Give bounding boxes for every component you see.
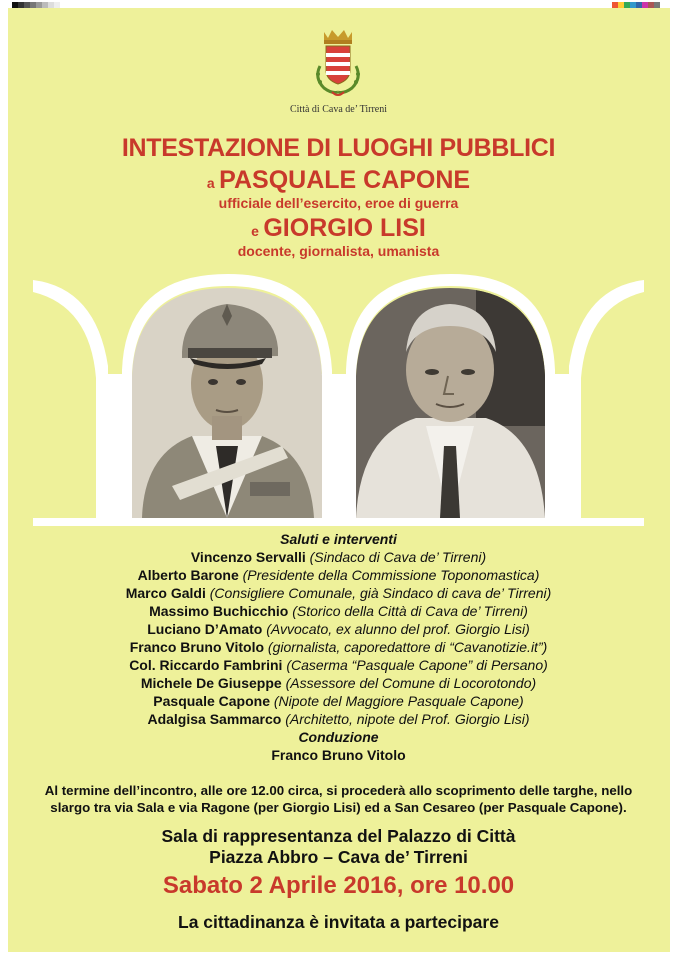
conductor-name: Franco Bruno Vitolo <box>271 747 406 763</box>
city-name: Città di Cava de’ Tirreni <box>289 104 388 115</box>
speaker-name: Luciano D’Amato <box>147 621 263 637</box>
honoree-2-name: GIORGIO LISI <box>263 214 426 242</box>
city-coat-of-arms-icon <box>310 26 366 102</box>
speaker-name: Marco Galdi <box>125 585 206 601</box>
speaker-name: Vincenzo Servalli <box>190 549 306 565</box>
honoree-1-heading <box>0 166 677 195</box>
honoree-1-description: ufficiale dell’esercito, eroe di guerra <box>218 195 459 211</box>
speaker-role: (Consigliere Comunale, già Sindaco di cava de’ Tirreni) <box>209 585 552 601</box>
speaker-name: Alberto Barone <box>137 567 239 583</box>
speaker-line <box>0 548 677 566</box>
speaker-role: (Presidente della Commissione Toponomastica) <box>242 567 540 583</box>
arch-colonnade <box>0 270 677 530</box>
speaker-line <box>0 692 677 710</box>
speaker-role: (Sindaco di Cava de’ Tirreni) <box>309 549 487 565</box>
speaker-name: Pasquale Capone <box>153 693 270 709</box>
event-date: Sabato 2 Aprile 2016, ore 10.00 <box>162 872 515 899</box>
invitation: La cittadinanza è invitata a partecipare <box>178 912 499 932</box>
speaker-name: Franco Bruno Vitolo <box>129 639 265 655</box>
portrait-giorgio-lisi <box>356 286 545 518</box>
speaker-line <box>0 620 677 638</box>
poster-title: INTESTAZIONE DI LUOGHI PUBBLICI <box>121 134 556 162</box>
speaker-line <box>0 710 677 728</box>
unveiling-notice <box>14 782 663 816</box>
speaker-role: (Assessore del Comune di Locorotondo) <box>285 675 537 691</box>
speaker-line <box>0 566 677 584</box>
speaker-role: (Architetto, nipote del Prof. Giorgio Lisi) <box>285 711 530 727</box>
conduction-heading: Conduzione <box>298 729 379 745</box>
venue-line-2: Piazza Abbro – Cava de’ Tirreni <box>209 847 468 867</box>
honoree-1-name: PASQUALE CAPONE <box>219 166 471 194</box>
honoree-2-heading <box>0 214 677 243</box>
portrait-pasquale-capone <box>132 286 322 518</box>
print-color-bar-left <box>12 2 60 8</box>
speaker-line <box>0 674 677 692</box>
notice-line-2: slargo tra via Sala e via Ragone (per Giorgio Lisi) ed a San Cesareo (per Pasquale Capone). <box>50 800 627 815</box>
speaker-name: Col. Riccardo Fambrini <box>129 657 283 673</box>
program-list <box>0 530 677 764</box>
notice-line-1: Al termine dell’incontro, alle ore 12.00 circa, si procederà allo scoprimento delle targhe, nello <box>44 783 633 798</box>
honoree-1-prefix: a <box>206 175 215 191</box>
program-heading: Saluti e interventi <box>280 531 397 547</box>
venue-line-1: Sala di rappresentanza del Palazzo di Città <box>161 826 516 846</box>
speaker-role: (Storico della Città di Cava de’ Tirreni) <box>292 603 528 619</box>
venue <box>0 826 677 868</box>
speaker-line <box>0 638 677 656</box>
honoree-2-prefix: e <box>251 223 259 239</box>
speaker-line <box>0 656 677 674</box>
speaker-role: (Avvocato, ex alunno del prof. Giorgio Lisi) <box>266 621 530 637</box>
print-color-bar-right <box>612 2 660 8</box>
speaker-name: Michele De Giuseppe <box>140 675 282 691</box>
speaker-name: Adalgisa Sammarco <box>147 711 282 727</box>
honoree-2-description: docente, giornalista, umanista <box>237 243 440 259</box>
speaker-line <box>0 602 677 620</box>
speaker-role: (Nipote del Maggiore Pasquale Capone) <box>273 693 524 709</box>
speaker-line <box>0 584 677 602</box>
speaker-name: Massimo Buchicchio <box>149 603 289 619</box>
speaker-role: (Caserma “Pasquale Capone” di Persano) <box>286 657 548 673</box>
speaker-role: (giornalista, caporedattore di “Cavanotizie.it”) <box>267 639 548 655</box>
